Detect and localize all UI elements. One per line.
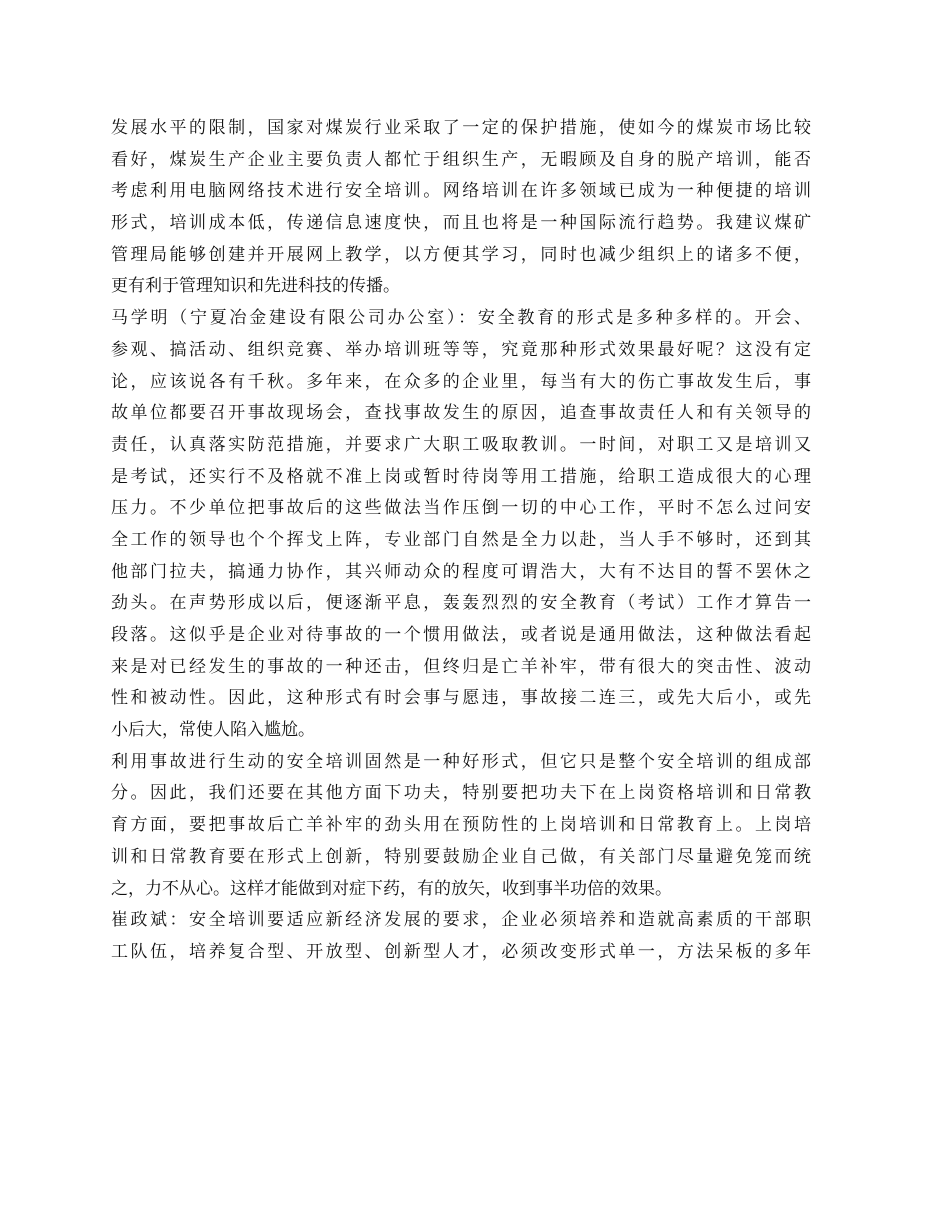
text-line: 之，力不从心。这样才能做到对症下药，有的放矢，收到事半功倍的效果。 bbox=[111, 878, 672, 899]
text-line: 压力。不少单位把事故后的这些做法当作压倒一切的中心工作，平时不怎么过问安 bbox=[111, 498, 811, 519]
text-line: 劲头。在声势形成以后，便逐渐平息，轰轰烈烈的安全教育（考试）工作才算告一 bbox=[111, 593, 811, 614]
text-line: 性和被动性。因此，这种形式有时会事与愿违，事故接二连三，或先大后小，或先 bbox=[111, 688, 811, 709]
paragraph-2 bbox=[111, 303, 811, 747]
paragraph-1 bbox=[111, 113, 811, 303]
text-line: 故单位都要召开事故现场会，查找事故发生的原因，追查事故责任人和有关领导的 bbox=[111, 403, 811, 424]
text-line: 他部门拉夫，搞通力协作，其兴师动众的程度可谓浩大，大有不达目的誓不罢休之 bbox=[111, 561, 811, 582]
text-line: 考虑利用电脑网络技术进行安全培训。网络培训在许多领域已成为一种便捷的培训 bbox=[111, 181, 811, 202]
text-line: 训和日常教育要在形式上创新，特别要鼓励企业自己做，有关部门尽量避免笼而统 bbox=[111, 846, 811, 867]
text-line: 责任，认真落实防范措施，并要求广大职工吸取教训。一时间，对职工又是培训又 bbox=[111, 434, 811, 455]
text-line: 更有利于管理知识和先进科技的传播。 bbox=[111, 276, 400, 297]
paragraph-3 bbox=[111, 747, 811, 905]
text-line: 崔政斌：安全培训要适应新经济发展的要求，企业必须培养和造就高素质的干部职 bbox=[111, 910, 811, 931]
text-line: 来是对已经发生的事故的一种还击，但终归是亡羊补牢，带有很大的突击性、波动 bbox=[111, 656, 811, 677]
text-line: 工队伍，培养复合型、开放型、创新型人才，必须改变形式单一，方法呆板的多年 bbox=[111, 941, 811, 962]
text-line: 看好，煤炭生产企业主要负责人都忙于组织生产，无暇顾及自身的脱产培训，能否 bbox=[111, 149, 811, 170]
text-line: 是考试，还实行不及格就不准上岗或暂时待岗等用工措施，给职工造成很大的心理 bbox=[111, 466, 811, 487]
text-line: 马学明（宁夏冶金建设有限公司办公室）：安全教育的形式是多种多样的。开会、 bbox=[111, 308, 811, 329]
paragraph-4 bbox=[111, 905, 811, 968]
text-line: 论，应该说各有千秋。多年来，在众多的企业里，每当有大的伤亡事故发生后，事 bbox=[111, 371, 811, 392]
text-line: 段落。这似乎是企业对待事故的一个惯用做法，或者说是通用做法，这种做法看起 bbox=[111, 625, 811, 645]
text-line: 育方面，要把事故后亡羊补牢的劲头用在预防性的上岗培训和日常教育上。上岗培 bbox=[111, 815, 811, 836]
text-line: 利用事故进行生动的安全培训固然是一种好形式，但它只是整个安全培训的组成部 bbox=[111, 751, 811, 772]
text-line: 分。因此，我们还要在其他方面下功夫，特别要把功夫下在上岗资格培训和日常教 bbox=[111, 783, 811, 804]
text-line: 全工作的领导也个个挥戈上阵，专业部门自然是全力以赴，当人手不够时，还到其 bbox=[111, 529, 811, 550]
document-body bbox=[111, 113, 811, 969]
text-line: 参观、搞活动、组织竞赛、举办培训班等等，究竟那种形式效果最好呢？这没有定 bbox=[111, 339, 811, 360]
text-line: 形式，培训成本低，传递信息速度快，而且也将是一种国际流行趋势。我建议煤矿 bbox=[111, 213, 811, 234]
text-line: 发展水平的限制，国家对煤炭行业采取了一定的保护措施，使如今的煤炭市场比较 bbox=[111, 118, 811, 138]
text-line: 管理局能够创建并开展网上教学，以方便其学习，同时也减少组织上的诸多不便， bbox=[111, 244, 811, 265]
text-line: 小后大，常使人陷入尴尬。 bbox=[111, 720, 315, 741]
